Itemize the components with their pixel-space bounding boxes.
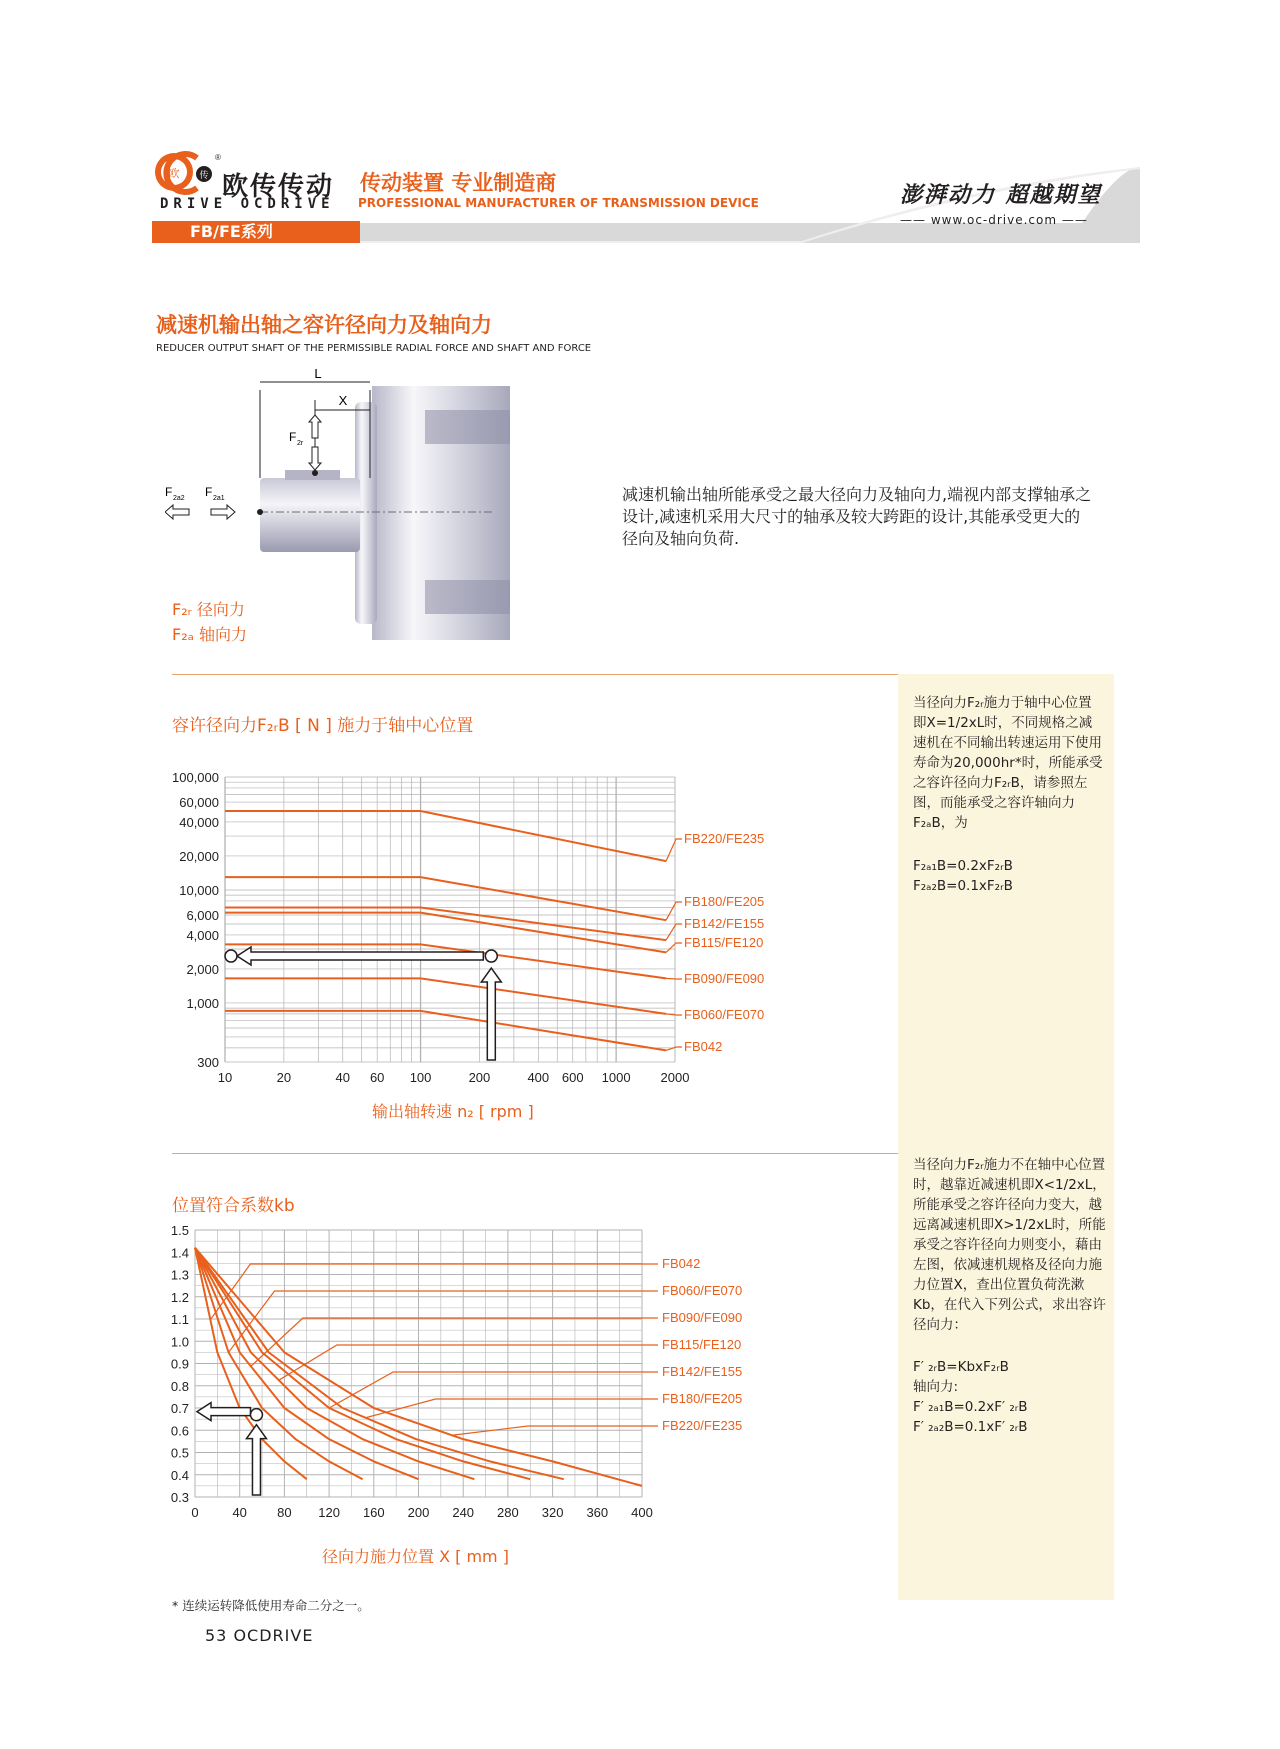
chart2-x-tick-label: 320 [541, 1505, 564, 1520]
chart1-y-tick-label: 2,000 [186, 961, 219, 977]
chart1-y-tick-label: 20,000 [179, 848, 219, 864]
label-F2a1-sub: 2a1 [213, 495, 225, 502]
logo-name: 欧传传动 [222, 172, 335, 202]
chart2-x-tick-label: 0 [191, 1505, 199, 1520]
chart1-series-label: FB142/FE155 [684, 916, 765, 931]
footnote: * 连续运转降低使用寿命二分之一。 [172, 1598, 370, 1613]
logo-latin: DRIVE OCDRIVE [160, 196, 335, 212]
formula-f2a1b-prime: F′ ₂ₐ₁B=0.2xF′ ₂ᵣB [913, 1399, 1028, 1415]
label-F2a2-sub: 2a2 [173, 495, 185, 502]
chart2-x-tick-label: 280 [497, 1505, 519, 1520]
logo-reg: ® [215, 153, 221, 162]
label-L: L [314, 366, 322, 381]
formula-f2a1b: F₂ₐ₁B=0.2xF₂ᵣB [913, 858, 1013, 874]
chart1-y-tick-label: 10,000 [179, 882, 219, 898]
chart2-y-tick-label: 0.8 [170, 1378, 189, 1394]
formula-f2a2b-prime: F′ ₂ₐ₂B=0.1xF′ ₂ᵣB [913, 1419, 1028, 1435]
description: 减速机输出轴所能承受之最大径向力及轴向力,端视内部支撑轴承之设计,减速机采用大尺寸的轴承及较大跨距的设计,其能承受更大的径向及轴向负荷. [622, 485, 1092, 548]
chart1-x-tick-label: 200 [468, 1070, 491, 1085]
chart2-series-leader [229, 1291, 658, 1352]
logo-badge-bottom: 传 [199, 170, 209, 180]
chart1-series-label: FB042 [684, 1039, 723, 1054]
side-note-1: 当径向力F₂ᵣ施力于轴中心位置即X=1/2xL时，不同规格之减速机在不同输出转速运用下使用寿命为20,000hr*时，所能承受之容许径向力F₂ᵣB，请参照左图，而能承受之容许轴向力F₂ₐB，为 [913, 695, 1103, 831]
chart1-x-tick-label: 2000 [660, 1070, 690, 1085]
chart2-y-tick-label: 0.9 [170, 1356, 189, 1372]
chart1-xlabel: 输出轴转速 n₂ [ rpm ] [372, 1102, 534, 1121]
chart2-x-tick-label: 80 [277, 1505, 292, 1520]
chart2-xlabel: 径向力施力位置 X [ mm ] [322, 1547, 509, 1566]
chart1-y-tick-label: 300 [197, 1055, 219, 1070]
formula-f2rb-prime: F′ ₂ᵣB=KbxF₂ᵣB [913, 1359, 1009, 1375]
chart2-series-label: FB060/FE070 [662, 1283, 743, 1298]
chart2-x-tick-label: 360 [586, 1505, 609, 1520]
side-note-2: 当径向力F₂ᵣ施力不在轴中心位置时，越靠近减速机即X<1/2xL，所能承受之容许径向力变大，越远离减速机即X>1/2xL时，所能承受之容许径向力则变小，藉由左图，依减速机规格及径向力施力位置X，查出位置负荷洗漱Kb，在代入下列公式，求出容许径向力： [913, 1157, 1106, 1333]
chart1-series-label: FB090/FE090 [684, 971, 765, 986]
tagline-cn: 传动装置 专业制造商 [360, 171, 557, 195]
chart1-x-tick-label: 20 [276, 1070, 292, 1085]
axial-force-label: 轴向力: [913, 1379, 959, 1395]
chart2-series-label: FB115/FE120 [662, 1337, 742, 1352]
website: —— www.oc-drive.com —— [900, 213, 1088, 227]
chart1-x-tick-label: 10 [217, 1070, 233, 1085]
chart2-series-leader [210, 1264, 658, 1320]
chart2-x-tick-label: 200 [407, 1505, 430, 1520]
chart1-x-tick-label: 1000 [601, 1070, 631, 1085]
chart2-y-tick-label: 1.4 [170, 1245, 189, 1261]
logo-badge-top: 欧 [168, 168, 180, 180]
chart1-y-tick-label: 40,000 [179, 814, 219, 830]
chart1-y-tick-label: 1,000 [186, 995, 219, 1011]
chart1-x-tick-label: 100 [409, 1070, 432, 1085]
chart1-y-tick-label: 100,000 [172, 770, 219, 785]
chart2-series-label: FB142/FE155 [662, 1364, 743, 1379]
section-subtitle: REDUCER OUTPUT SHAFT OF THE PERMISSIBLE RADIAL FORCE AND SHAFT AND FORCE [156, 343, 592, 354]
chart1-series-label: FB060/FE070 [684, 1007, 765, 1022]
chart2-y-tick-label: 0.7 [170, 1401, 189, 1416]
chart2-y-tick-label: 0.4 [170, 1467, 189, 1483]
formula-f2a2b: F₂ₐ₂B=0.1xF₂ᵣB [913, 878, 1013, 894]
tagline-en: PROFESSIONAL MANUFACTURER OF TRANSMISSION DEVICE [358, 196, 759, 210]
chart2-example-arrow-left [197, 1403, 250, 1421]
chart2-y-tick-label: 0.6 [170, 1423, 189, 1439]
chart2-series-label: FB090/FE090 [662, 1310, 743, 1325]
label-F2r-sub: 2r [297, 440, 304, 447]
chart1-y-tick-label: 4,000 [186, 927, 219, 943]
chart2-series-label: FB042 [662, 1256, 701, 1271]
chart1-x-tick-label: 60 [369, 1070, 385, 1085]
chart2-y-tick-label: 0.5 [170, 1445, 189, 1461]
chart2-y-tick-label: 1.0 [170, 1334, 189, 1350]
chart2-series-leader [329, 1372, 658, 1408]
legend-radial-force: F₂ᵣ 径向力 [172, 600, 245, 619]
chart1-title: 容许径向力F₂ᵣB [ N ] 施力于轴中心位置 [172, 716, 474, 736]
chart2-title: 位置符合系数kb [172, 1196, 295, 1216]
chart1-series-label: FB115/FE120 [684, 935, 764, 950]
chart2-series-label: FB220/FE235 [662, 1418, 743, 1433]
legend-axial-force: F₂ₐ 轴向力 [172, 625, 247, 644]
label-X: X [338, 393, 348, 408]
slogan: 澎湃动力 超越期望 [900, 182, 1102, 208]
chart2-x-tick-label: 400 [631, 1505, 653, 1520]
chart2-x-tick-label: 120 [318, 1505, 340, 1520]
page-number: 53 OCDRIVE [205, 1626, 314, 1645]
label-F2a2: F [165, 485, 173, 499]
chart1-x-tick-label: 600 [561, 1070, 584, 1085]
chart1-x-tick-label: 400 [527, 1070, 550, 1085]
chart2-y-tick-label: 0.3 [170, 1490, 189, 1505]
chart1-y-tick-label: 6,000 [186, 908, 219, 924]
section-title: 减速机输出轴之容许径向力及轴向力 [156, 313, 492, 337]
chart2-x-tick-label: 240 [452, 1505, 475, 1520]
chart2-y-tick-label: 1.3 [170, 1267, 189, 1283]
chart2-y-tick-label: 1.5 [170, 1223, 189, 1238]
chart2-example-point [250, 1409, 262, 1421]
chart2-x-tick-label: 160 [362, 1505, 385, 1520]
label-F2r: F [289, 430, 297, 444]
chart2-y-tick-label: 1.2 [170, 1289, 189, 1305]
chart1-series-label: FB180/FE205 [684, 894, 765, 909]
chart2-series-label: FB180/FE205 [662, 1391, 743, 1406]
chart1-x-tick-label: 40 [335, 1070, 350, 1085]
chart2-y-tick-label: 1.1 [170, 1312, 189, 1327]
label-F2a1: F [205, 485, 213, 499]
chart2-x-tick-label: 40 [232, 1505, 247, 1520]
chart2-example-arrow-up [246, 1425, 266, 1495]
chart1-y-tick-label: 60,000 [179, 795, 219, 811]
series-tag: FB/FE系列 [152, 221, 360, 243]
chart1-series-label: FB220/FE235 [684, 831, 765, 846]
